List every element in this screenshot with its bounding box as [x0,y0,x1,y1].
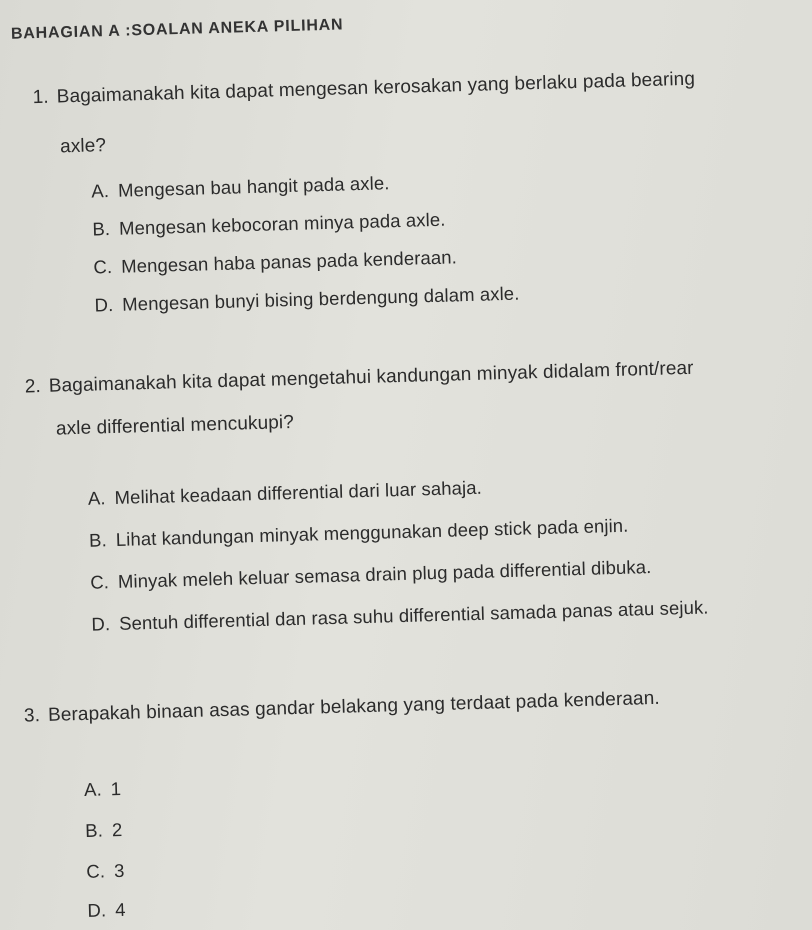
option-letter: B. [92,218,111,240]
option-letter: A. [83,778,103,800]
question-1-option-a [91,172,390,202]
option-letter: B. [84,819,104,841]
question-2-line-1 [25,358,694,399]
option-text: Mengesan bunyi bising berdengung dalam axle. [121,282,520,315]
question-1-option-c [93,246,457,278]
option-text: Minyak meleh keluar semasa drain plug pada differential dibuka. [117,556,652,592]
question-2-option-d [91,596,709,635]
option-text: 4 [114,898,126,921]
question-3-line-1 [24,688,660,728]
question-2-option-c [90,556,652,594]
question-2-line-2: axle differential mencukupi? [55,411,295,440]
option-letter: C. [89,571,110,593]
question-1-line-1 [32,69,695,109]
option-text: 2 [111,818,123,841]
option-letter: D. [87,899,107,921]
question-3-number: 3. [23,705,41,727]
question-3-option-b [85,819,123,842]
option-text: Mengesan haba panas pada kenderaan. [120,246,458,277]
section-title: BAHAGIAN A :SOALAN ANEKA PILIHAN [10,16,344,43]
question-1-option-d [94,283,519,317]
question-2-option-b [89,515,629,552]
option-letter: D. [94,293,114,316]
option-text: Mengesan bau hangit pada axle. [117,172,390,201]
question-2-number: 2. [24,376,42,398]
option-text: Melihat keadaan differential dari luar sahaja. [114,476,483,508]
question-1-line-2: axle? [59,135,107,158]
option-letter: C. [93,255,113,278]
question-2-option-a [88,477,482,510]
question-3-option-d [87,899,126,922]
option-letter: A. [87,487,106,509]
question-1-number: 1. [32,86,50,109]
option-text: 1 [110,777,122,800]
question-2-text: Bagaimanakah kita dapat mengetahui kandungan minyak didalam front/rear [48,357,694,397]
question-3-option-a [84,778,122,801]
option-text: Mengesan kebocoran minya pada axle. [118,208,446,239]
option-text: 3 [113,859,125,882]
option-letter: C. [86,860,106,882]
option-letter: A. [91,180,110,202]
option-text: Sentuh differential dan rasa suhu differential samada panas atau sejuk. [118,596,709,634]
option-letter: D. [91,613,111,635]
question-1-option-b [92,209,446,241]
option-letter: B. [88,529,108,551]
question-1-text: Bagaimanakah kita dapat mengesan kerosakan yang berlaku pada bearing [56,68,696,108]
question-3-text: Berapakah binaan asas gandar belakang yang terdaat pada kenderaan. [47,687,661,726]
option-text: Lihat kandungan minyak menggunakan deep stick pada enjin. [115,514,629,550]
question-3-option-c [86,860,125,883]
